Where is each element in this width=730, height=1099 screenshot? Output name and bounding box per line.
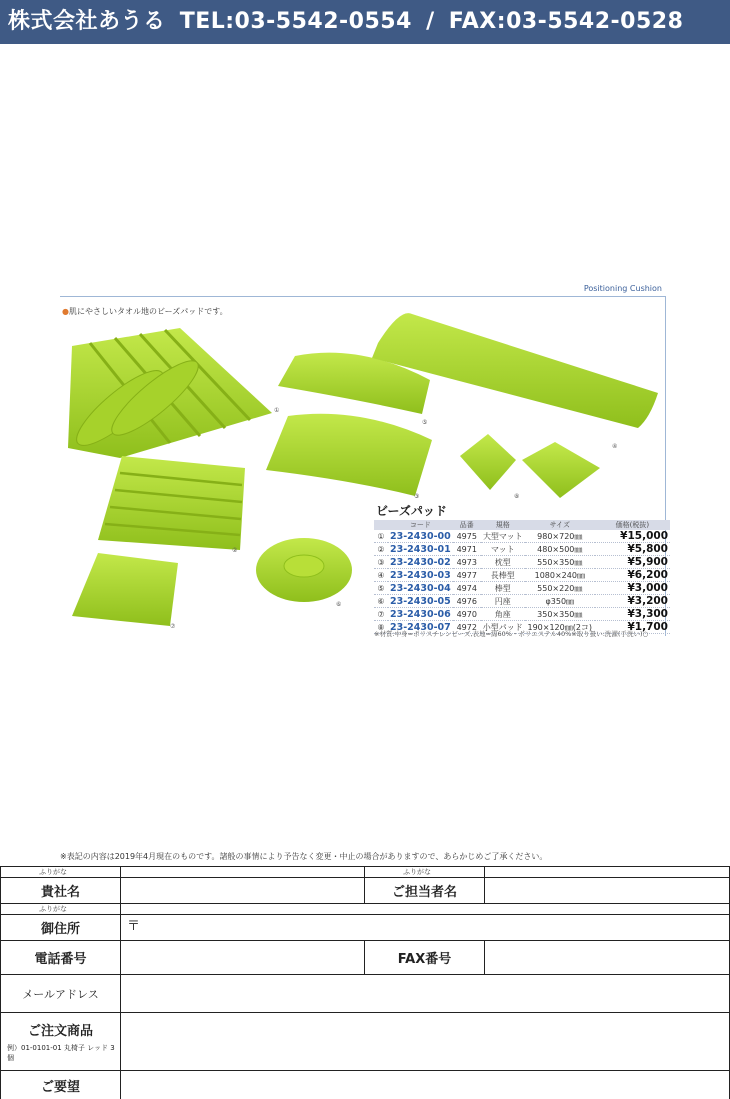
product-title: ビーズパッド: [376, 504, 447, 518]
address-label: 御住所: [1, 915, 121, 941]
product-price: ¥3,300: [595, 608, 670, 621]
spec-row: [374, 530, 670, 543]
bullet-dot-icon: ●: [62, 307, 69, 316]
order-label: ご注文商品: [27, 1024, 93, 1039]
form-row-email: [1, 975, 730, 1013]
postal-mark: 〒: [127, 919, 141, 934]
form-row-furigana2: [1, 904, 730, 915]
product-code: 23-2430-03: [390, 569, 451, 581]
spec-row: [374, 582, 670, 595]
product-price: ¥5,900: [595, 556, 670, 569]
spec-row: [374, 569, 670, 582]
mat-image: [98, 456, 245, 550]
spec-header-hinban: 品番: [453, 520, 481, 530]
spec-header-no: [374, 520, 388, 530]
product-number: 4977: [453, 569, 481, 582]
phone-field[interactable]: [121, 941, 365, 975]
furigana-person-field[interactable]: [485, 867, 730, 878]
email-label: メールアドレス: [1, 975, 121, 1013]
product-number: 4976: [453, 595, 481, 608]
spec-header-code: コード: [388, 520, 453, 530]
product-size: 550×220㎜: [525, 582, 595, 595]
spec-header-price: 価格(税抜): [595, 520, 670, 530]
furigana-address-field[interactable]: [121, 904, 730, 915]
product-type: マット: [481, 543, 525, 556]
product-type: 長棒型: [481, 569, 525, 582]
form-row-furigana1: [1, 867, 730, 878]
fax-label: FAX番号: [365, 941, 485, 975]
product-code: 23-2430-06: [390, 608, 451, 620]
furigana-company-field[interactable]: [121, 867, 365, 878]
product-type: 枕型: [481, 556, 525, 569]
spec-row: [374, 556, 670, 569]
company-field[interactable]: [121, 878, 365, 904]
order-example: 例）01-0101-01 丸椅子 レッド 3個: [7, 1044, 115, 1062]
product-code: 23-2430-01: [390, 543, 451, 555]
spec-header-row: [374, 520, 670, 530]
product-code: 23-2430-07: [390, 621, 451, 633]
header-bar: [0, 0, 730, 44]
product-price: ¥5,800: [595, 543, 670, 556]
catalog-caption: Positioning Cushion: [583, 284, 662, 293]
company-label: 貴社名: [1, 878, 121, 904]
product-code: 23-2430-05: [390, 595, 451, 607]
product-code: 23-2430-04: [390, 582, 451, 594]
product-size: 550×350㎜: [525, 556, 595, 569]
marker-6: ⑥: [336, 601, 342, 608]
product-number: 4971: [453, 543, 481, 556]
material-note: ※材質:中身=ポリスチレンビーズ,表地=綿60%・ポリエステル40%※取り扱い:洗濯(手洗い)○: [374, 630, 649, 638]
order-form: [0, 866, 730, 1099]
spec-no: ②: [374, 543, 388, 556]
form-row-order: [1, 1013, 730, 1071]
catalog-section: [60, 284, 670, 638]
round-seat-image: [256, 538, 352, 602]
product-number: 4973: [453, 556, 481, 569]
marker-3: ③: [414, 493, 420, 500]
product-size: φ350㎜: [525, 595, 595, 608]
form-row-phone: [1, 941, 730, 975]
fax-number: FAX:03-5542-0528: [448, 9, 684, 34]
marker-5: ⑤: [422, 419, 428, 426]
spec-row: [374, 595, 670, 608]
marker-1: ①: [274, 407, 280, 414]
product-number: 4974: [453, 582, 481, 595]
form-row-address: [1, 915, 730, 941]
email-field[interactable]: [121, 975, 730, 1013]
furigana-label-company: ふりがな: [1, 867, 121, 878]
product-code: 23-2430-00: [390, 530, 451, 542]
product-price: ¥6,200: [595, 569, 670, 582]
marker-2: ②: [232, 547, 238, 554]
product-price: ¥3,000: [595, 582, 670, 595]
spec-body: [374, 530, 670, 634]
product-price: ¥15,000: [595, 530, 670, 543]
spec-header-size: サイズ: [525, 520, 595, 530]
catalog-note-text: 肌にやさしいタオル地のビーズパッドです。: [68, 307, 228, 316]
spec-no: ③: [374, 556, 388, 569]
product-type: 大型マット: [481, 530, 525, 543]
request-label: ご要望: [1, 1071, 121, 1099]
spec-no: ⑦: [374, 608, 388, 621]
person-field[interactable]: [485, 878, 730, 904]
product-type: 角座: [481, 608, 525, 621]
form-row-company: [1, 878, 730, 904]
marker-4: ④: [612, 443, 618, 450]
address-field[interactable]: [121, 915, 730, 941]
product-type: 円座: [481, 595, 525, 608]
person-label: ご担当者名: [365, 878, 485, 904]
order-field[interactable]: [121, 1013, 730, 1071]
furigana-label-person: ふりがな: [365, 867, 485, 878]
marker-8: ⑧: [514, 493, 520, 500]
small-pads-image: [460, 434, 600, 498]
product-number: 4972: [453, 621, 481, 634]
product-price: ¥1,700: [595, 621, 670, 634]
tel-number: TEL:03-5542-0554: [179, 9, 412, 34]
company-name: 株式会社あうる: [8, 9, 166, 34]
phone-label: 電話番号: [1, 941, 121, 975]
product-number: 4970: [453, 608, 481, 621]
product-number: 4975: [453, 530, 481, 543]
product-type: 棒型: [481, 582, 525, 595]
spec-no: ⑤: [374, 582, 388, 595]
product-code: 23-2430-02: [390, 556, 451, 568]
header-separator: /: [426, 9, 435, 34]
product-type: 小型パッド: [482, 622, 523, 632]
product-price: ¥3,200: [595, 595, 670, 608]
spec-header-kikaku: 規格: [481, 520, 525, 530]
furigana-label-address: ふりがな: [1, 904, 121, 915]
order-label-cell: [1, 1013, 121, 1071]
product-size: 190×120㎜(2コ): [525, 621, 595, 634]
product-size: 480×500㎜: [525, 543, 595, 556]
product-size: 350×350㎜: [525, 608, 595, 621]
form-row-request: [1, 1071, 730, 1099]
product-size: 980×720㎜: [525, 530, 595, 543]
large-mat-image: [68, 328, 272, 458]
spec-no: ⑥: [374, 595, 388, 608]
product-size: 1080×240㎜: [525, 569, 595, 582]
spec-row: [374, 608, 670, 621]
spec-row: [374, 543, 670, 556]
pillow-image: [266, 414, 432, 496]
spec-no: ①: [374, 530, 388, 543]
spec-no: ⑧: [374, 621, 388, 634]
notice-text: ※表記の内容は2019年4月現在のものです。諸般の事情により予告なく変更・中止の場合がありますので、あらかじめご了承ください。: [60, 852, 548, 861]
spec-table: [374, 520, 670, 634]
spec-no: ④: [374, 569, 388, 582]
marker-7: ⑦: [170, 623, 176, 630]
square-seat-image: [72, 553, 178, 626]
request-field[interactable]: [121, 1071, 730, 1099]
fax-field[interactable]: [485, 941, 730, 975]
